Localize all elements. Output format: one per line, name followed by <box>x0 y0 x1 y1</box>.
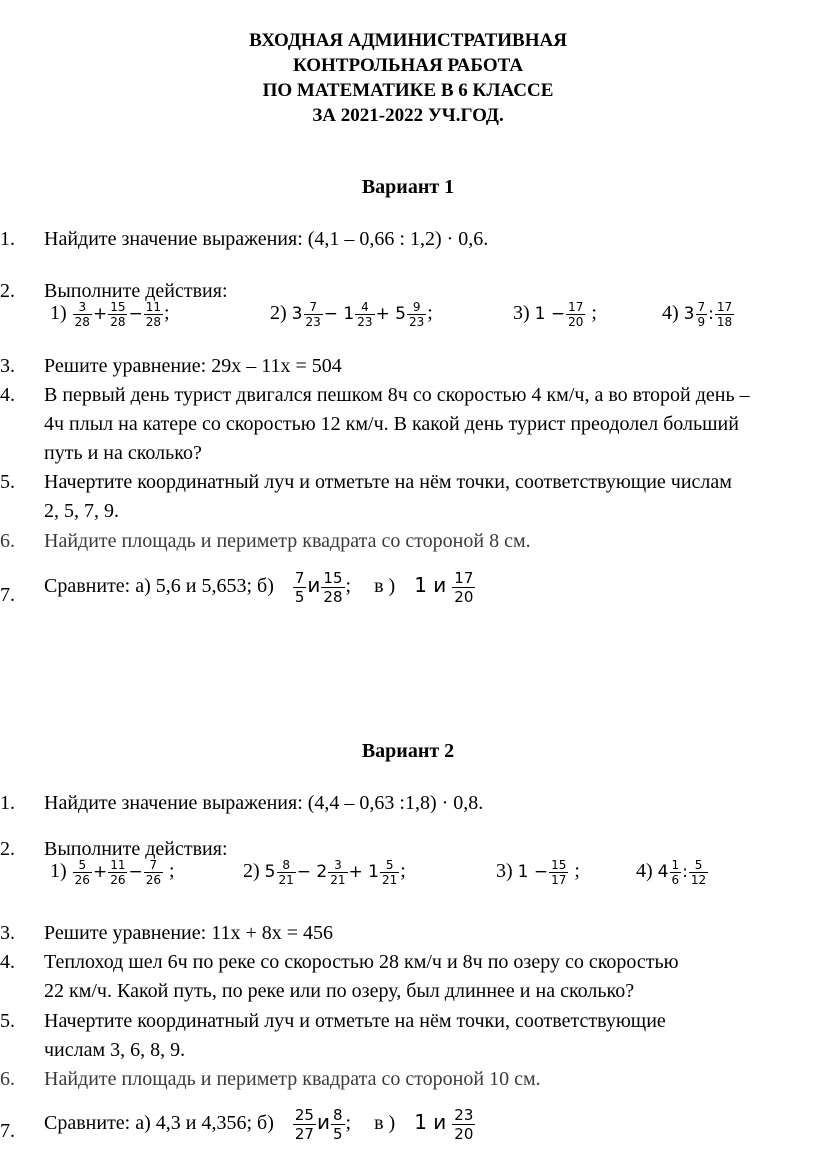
task-text: в ) <box>374 575 396 598</box>
expr-3: 3) 1 − $\frac{17}{20}$ ; <box>513 300 597 329</box>
expr-label: 2) <box>243 860 260 883</box>
task-text: Выполните действия: <box>44 838 228 860</box>
fraction: $\frac{17}{18}$ <box>716 300 733 329</box>
fraction: $\frac{8}{5}$ <box>332 1106 343 1143</box>
task-number: 2. <box>0 838 15 860</box>
task-text: 2, 5, 7, 9. <box>44 500 119 522</box>
title-line-3: ПО МАТЕМАТИКЕ В 6 КЛАССЕ <box>262 80 554 101</box>
task-number: 1. <box>0 228 15 250</box>
fraction: $\frac{5}{21}$ <box>382 858 398 887</box>
fraction: $\frac{11}{26}$ <box>110 858 126 887</box>
expr-label: 4) <box>636 860 653 883</box>
fraction: $\frac{7}{26}$ <box>145 858 162 887</box>
task-text: Найдите значение выражения: (4,4 – 0,63 :1,8) · 0,8. <box>44 792 484 814</box>
task-number: 7. <box>0 584 15 606</box>
expr-4: 4) 3 $\frac{7}{9}$ : $\frac{17}{18}$ <box>662 300 733 329</box>
task-text: числам 3, 6, 8, 9. <box>44 1039 186 1061</box>
expr-3: 3) 1 − $\frac{15}{17}$ ; <box>496 858 580 887</box>
task-7-compare: Сравните: а) 4,3 и 4,356; б) $\frac{25}{27}$ и $\frac{8}{5}$ ; в ) 1 и $\frac{23}{20}$ <box>44 1106 474 1143</box>
title-line-1: ВХОДНАЯ АДМИНИСТРАТИВНАЯ <box>249 30 567 51</box>
fraction: $\frac{17}{20}$ <box>568 300 584 329</box>
task-text: Сравните: а) 5,6 и 5,653; б) <box>44 575 274 598</box>
fraction: $\frac{15}{17}$ <box>551 858 567 887</box>
fraction: $\frac{17}{20}$ <box>454 569 474 606</box>
fraction: $\frac{25}{27}$ <box>294 1106 314 1143</box>
task-text: Найдите площадь и периметр квадрата со стороной 10 см. <box>44 1068 541 1090</box>
task-number: 5. <box>0 1010 15 1032</box>
task-7-compare: Сравните: а) 5,6 и 5,653; б) $\frac{7}{5}$ и $\frac{15}{28}$ ; в ) 1 и $\frac{17}{20}$ <box>44 569 474 606</box>
task-text: Выполните действия: <box>44 280 228 302</box>
expr-label: 3) <box>496 860 513 883</box>
task-text: Сравните: а) 4,3 и 4,356; б) <box>44 1112 274 1135</box>
task-number: 4. <box>0 384 15 406</box>
task-number: 5. <box>0 471 15 493</box>
task-text: В первый день турист двигался пешком 8ч со скоростью 4 км/ч, а во второй день – <box>44 384 750 406</box>
expr-2: 2) 3 $\frac{7}{23}$ − 1 $\frac{4}{23}$ + 5 $\frac{9}{23}$ ; <box>270 300 433 329</box>
task-number: 3. <box>0 922 15 944</box>
task-number: 3. <box>0 355 15 377</box>
fraction: $\frac{3}{21}$ <box>330 858 346 887</box>
task-text: Найдите значение выражения: (4,1 – 0,66 : 1,2) · 0,6. <box>44 228 489 250</box>
task-number: 6. <box>0 1068 15 1090</box>
task-text: Решите уравнение: 11х + 8х = 456 <box>44 922 334 944</box>
title-line-4: ЗА 2021-2022 УЧ.ГОД. <box>312 105 504 126</box>
task-2-expressions: 1) $\frac{3}{28}$ + $\frac{15}{28}$ − $\frac{11}{28}$ ; <box>50 300 170 329</box>
task-number: 1. <box>0 792 15 814</box>
fraction: $\frac{1}{6}$ <box>671 858 680 887</box>
fraction: $\frac{4}{23}$ <box>357 300 373 329</box>
document-title <box>0 28 816 128</box>
fraction: $\frac{15}{28}$ <box>323 569 343 606</box>
variant-2-heading: Вариант 2 <box>361 740 455 762</box>
expr-label: 4) <box>662 302 679 325</box>
task-text: Найдите площадь и периметр квадрата со стороной 8 см. <box>44 530 531 552</box>
task-text: Начертите координатный луч и отметьте на нём точки, соответствующие <box>44 1010 666 1032</box>
task-text: 4ч плыл на катере со скоростью 12 км/ч. В какой день турист преодолел больший <box>44 413 739 435</box>
fraction: $\frac{3}{28}$ <box>74 300 90 329</box>
fraction: $\frac{11}{28}$ <box>145 300 162 329</box>
task-number: 2. <box>0 280 15 302</box>
expr-label: 1) <box>50 860 67 883</box>
expr-label: 1) <box>50 302 67 325</box>
fraction: $\frac{8}{21}$ <box>278 858 294 887</box>
task-number: 7. <box>0 1120 15 1142</box>
task-text: Начертите координатный луч и отметьте на нём точки, соответствующие числам <box>44 471 732 493</box>
task-2-expressions: 1) $\frac{5}{26}$ + $\frac{11}{26}$ − $\frac{7}{26}$ ; <box>50 858 175 887</box>
task-text: путь и на сколько? <box>44 442 202 464</box>
fraction: $\frac{7}{9}$ <box>697 300 706 329</box>
fraction: $\frac{7}{5}$ <box>294 569 305 606</box>
task-number: 6. <box>0 530 15 552</box>
task-text: Теплоход шел 6ч по реке со скоростью 28 км/ч и 8ч по озеру со скоростью <box>44 951 679 973</box>
expr-label: 3) <box>513 302 530 325</box>
expr-4: 4) 4 $\frac{1}{6}$ : $\frac{5}{12}$ <box>636 858 707 887</box>
variant-1-heading: Вариант 1 <box>361 176 455 198</box>
fraction: $\frac{7}{23}$ <box>305 300 321 329</box>
task-text: 22 км/ч. Какой путь, по реке или по озеру, был длиннее и на сколько? <box>44 980 635 1002</box>
fraction: $\frac{23}{20}$ <box>454 1106 474 1143</box>
fraction: $\frac{15}{28}$ <box>110 300 126 329</box>
fraction: $\frac{5}{12}$ <box>690 858 707 887</box>
task-text: в ) <box>374 1112 396 1135</box>
task-number: 4. <box>0 951 15 973</box>
fraction: $\frac{5}{26}$ <box>74 858 90 887</box>
expr-2: 2) 5 $\frac{8}{21}$ − 2 $\frac{3}{21}$ + 1 $\frac{5}{21}$ ; <box>243 858 406 887</box>
expr-label: 2) <box>270 302 287 325</box>
task-text: Решите уравнение: 29х – 11х = 504 <box>44 355 342 377</box>
title-line-2: КОНТРОЛЬНАЯ РАБОТА <box>292 55 524 76</box>
fraction: $\frac{9}{23}$ <box>409 300 425 329</box>
